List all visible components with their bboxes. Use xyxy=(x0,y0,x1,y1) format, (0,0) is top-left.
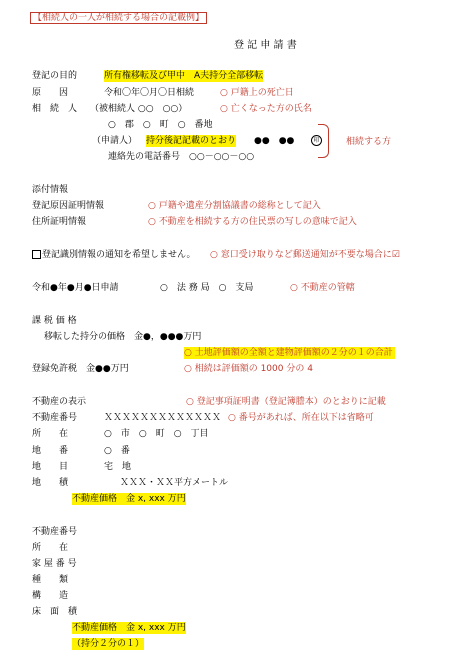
cause-label: 原 因 xyxy=(32,88,69,98)
building-location-label: 所 在 xyxy=(32,543,69,553)
type-label: 種 類 xyxy=(32,575,69,585)
heir-label: 相 続 人 xyxy=(32,104,78,114)
property-heading: 不動産の表示 xyxy=(32,397,87,407)
property-number-note: ○ 番号があれば、所在以下は省略可 xyxy=(228,413,374,423)
location-value: ○ 市 ○ 町 ○ 丁目 xyxy=(104,429,209,439)
property-number-value: ＸＸＸＸＸＸＸＸＸＸＸＸＸ xyxy=(104,413,222,423)
deceased-note: ○ 亡くなった方の氏名 xyxy=(220,104,312,114)
office-note: ○ 不動産の管轄 xyxy=(290,283,355,293)
phone-number: 連絡先の電話番号 ○○－○○－○○ xyxy=(108,152,255,162)
cause-proof-note: ○ 戸籍や遺産分割協議書の総称として記入 xyxy=(148,201,321,211)
heir-address: ○ 郡 ○ 町 ○ 番地 xyxy=(108,120,213,130)
area-value: ＸＸＸ・ＸＸ平方メートル xyxy=(120,478,229,488)
application-date: 令和●年●月●日申請 xyxy=(32,283,119,293)
license-tax-note: ○ 相続は評価額の 1000 分の 4 xyxy=(184,364,313,374)
category-value: 宅 地 xyxy=(104,462,132,472)
building-number-label: 不動産番号 xyxy=(32,527,78,537)
property-heading-note: ○ 登記事項証明書（登記簿謄本）のとおりに記載 xyxy=(186,397,386,407)
lot-value: ○ 番 xyxy=(104,446,130,456)
applicant-marks: ●● ●● xyxy=(254,136,295,146)
cause-value: 令和〇年〇月〇日相続 xyxy=(104,88,195,98)
structure-label: 構 造 xyxy=(32,591,69,601)
notice-note: ○ 窓口受け取りなど郵送通知が不要な場合に☑ xyxy=(210,250,400,260)
example-title-box: 【相続人の一人が相続する場合の記載例】 xyxy=(30,12,207,24)
applicant-name: 持分後記記載のとおり xyxy=(146,136,237,146)
cause-proof-label: 登記原因証明情報 xyxy=(32,201,105,211)
attachments-heading: 添付情報 xyxy=(32,185,69,195)
notice-line: 登記識別情報の通知を希望しません。 xyxy=(32,249,196,261)
transfer-note: ○ 土地評価額の全額と建物評価額の２分の１の合計 xyxy=(184,348,393,358)
category-label: 地 目 xyxy=(32,462,69,472)
property-number-label: 不動産番号 xyxy=(32,413,78,423)
checkbox-icon xyxy=(32,250,41,259)
location-label: 所 在 xyxy=(32,429,69,439)
license-tax: 登録免許税 金●●万円 xyxy=(32,364,129,374)
purpose-value: 所有権移転及び甲中 A夫持分全部移転 xyxy=(104,71,264,81)
area-label: 地 積 xyxy=(32,478,69,488)
applicant-prefix: （申請人） xyxy=(92,136,138,146)
purpose-label: 登記の目的 xyxy=(32,71,78,81)
floor-area-label: 床 面 積 xyxy=(32,607,78,617)
brace-note: 相続する方 xyxy=(346,137,392,147)
land-price: 不動産価格 金 x, xxx 万円 xyxy=(72,494,186,504)
house-number-label: 家 屋 番 号 xyxy=(32,559,77,569)
transfer-value: 移転した持分の価格 金●，●●●万円 xyxy=(44,332,202,342)
building-share: （持分２分の１） xyxy=(72,639,145,649)
address-proof-note: ○ 不動産を相続する方の住民票の写しの意味で記入 xyxy=(148,217,357,227)
building-price: 不動産価格 金 x, xxx 万円 xyxy=(72,623,186,633)
tax-heading: 課 税 価 格 xyxy=(32,316,77,326)
deceased-name: （被相続人 ○○ ○○） xyxy=(90,104,188,114)
lot-label: 地 番 xyxy=(32,446,69,456)
address-proof-label: 住所証明情報 xyxy=(32,217,87,227)
brace-icon xyxy=(318,124,329,158)
seal-icon: 印 xyxy=(311,135,322,147)
document-title: 登 記 申 請 書 xyxy=(234,40,297,51)
cause-note: ○ 戸籍上の死亡日 xyxy=(220,88,294,98)
registry-office: ○ 法 務 局 ○ 支局 xyxy=(160,283,254,293)
